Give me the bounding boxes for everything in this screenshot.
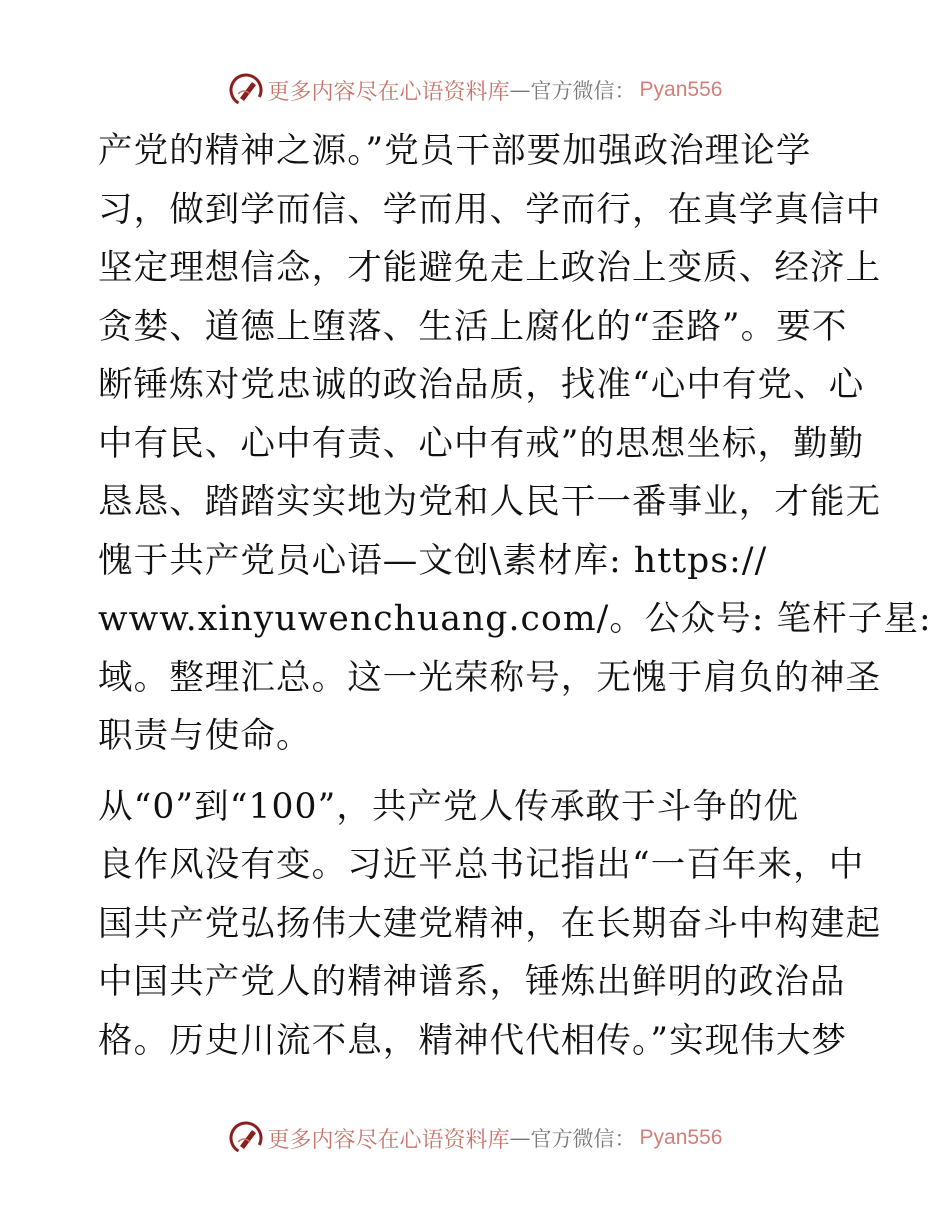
text-line: 产党的精神之源。”党员干部要加强政治理论学 [98,131,812,171]
text-line: 坚定理想信念，才能避免走上政治上变质、经济上 [98,248,882,288]
footer-watermark-banner [0,1118,950,1158]
text-line: 职责与使命。 [98,716,312,756]
pen-nib-logo-icon [228,72,264,108]
text-line: 国共产党弘扬伟大建党精神，在长期奋斗中构建起 [98,903,882,944]
text-line: 从“0”到“100”，共产党人传承敢于斗争的优 [98,786,800,827]
header-separator: — [509,78,531,102]
footer-separator: — [509,1126,531,1150]
header-wechat-id: Pyan556 [639,78,723,101]
text-line: 格。历史川流不息，精神代代相传。”实现伟大梦 [98,1020,848,1061]
header-wechat-label: 官方微信： [530,79,636,103]
text-line: 断锤炼对党忠诚的政治品质，找准“心中有党、心 [98,365,865,405]
text-line: 域。整理汇总。这一光荣称号，无愧于肩负的神圣 [98,657,882,698]
text-line: 恳恳、踏踏实实地为党和人民干一番事业，才能无 [98,482,882,522]
text-line: 良作风没有变。习近平总书记指出“一百年来，中 [98,845,865,885]
text-line: 中国共产党人的精神谱系，锤炼出鲜明的政治品 [98,962,846,1002]
pen-nib-logo-icon [228,1120,264,1156]
header-watermark-banner [0,70,950,110]
footer-wechat-label: 官方微信： [530,1127,636,1151]
paragraph-1 [98,122,932,766]
text-line: 习，做到学而信、学而用、学而行，在真学真信中 [98,189,882,230]
text-line: 贪婪、道德上堕落、生活上腐化的“歪路”。要不 [98,306,848,347]
footer-promo-text: 更多内容尽在心语资料库 [267,1127,510,1153]
header-promo-text: 更多内容尽在心语资料库 [267,79,510,105]
text-line: www.xinyuwenchuang.com/。公众号: 笔杆子星: [98,599,932,639]
text-line: 愧于共产党员心语—文创\素材库: https:// [98,540,768,581]
text-line: 中有民、心中有责、心中有戒”的思想坐标，勤勤 [98,423,865,464]
paragraph-2 [98,778,882,1071]
document-body [98,122,932,1070]
footer-wechat-id: Pyan556 [639,1126,723,1149]
